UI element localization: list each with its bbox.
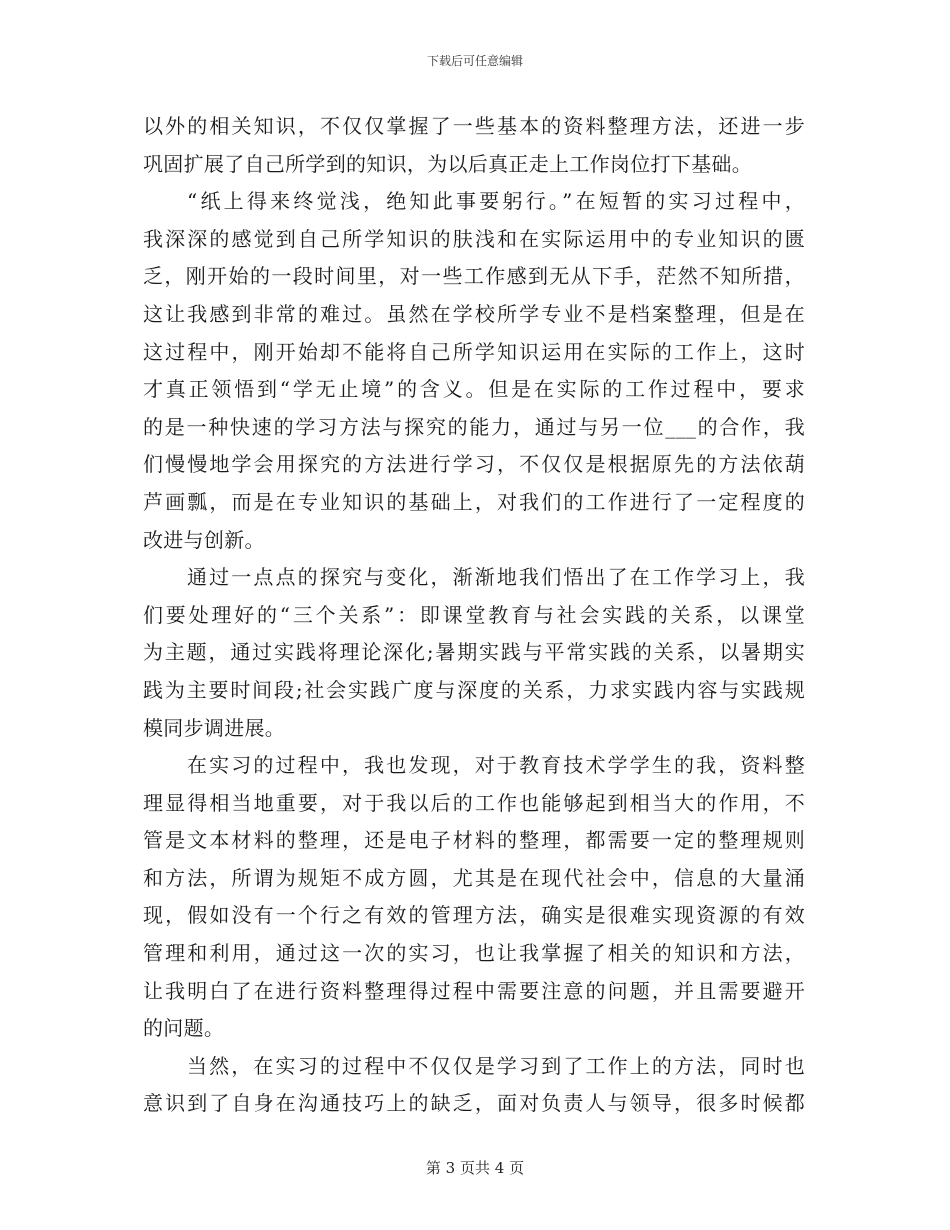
text-line: 在实习的过程中，我也发现，对于教育技术学学生的我，资料整 — [187, 753, 805, 778]
text-line: 们要处理好的“三个关系”：即课堂教育与社会实践的关系，以课堂 — [143, 602, 805, 627]
text-line: 乏，刚开始的一段时间里，对一些工作感到无从下手，茫然不知所措， — [143, 264, 805, 289]
text-line: 管是文本材料的整理，还是电子材料的整理，都需要一定的整理规则 — [143, 828, 805, 853]
text-line: 的是一种快速的学习方法与探究的能力，通过与另一位___的合作，我 — [143, 414, 805, 439]
document-body — [143, 108, 805, 1123]
page-header: 下载后可任意编辑 — [426, 54, 523, 68]
page-footer: 第 3 页共 4 页 — [425, 1159, 525, 1177]
text-line: 以外的相关知识，不仅仅掌握了一些基本的资料整理方法，还进一步 — [143, 114, 805, 138]
text-line: 的问题。 — [143, 1016, 225, 1041]
text-line: 通过一点点的探究与变化，渐渐地我们悟出了在工作学习上，我 — [187, 565, 805, 590]
text-line: 意识到了自身在沟通技巧上的缺乏，面对负责人与领导，很多时候都 — [143, 1091, 805, 1116]
text-line: 才真正领悟到“学无止境”的含义。但是在实际的工作过程中，要求 — [143, 377, 805, 402]
text-line: 管理和利用，通过这一次的实习，也让我掌握了相关的知识和方法， — [143, 941, 805, 966]
text-line: 和方法，所谓为规矩不成方圆，尤其是在现代社会中，信息的大量涌 — [143, 865, 805, 890]
text-line: “纸上得来终觉浅，绝知此事要躬行。”在短暂的实习过程中， — [187, 189, 805, 214]
text-line: 当然，在实习的过程中不仅仅是学习到了工作上的方法，同时也 — [187, 1053, 805, 1078]
text-line: 巩固扩展了自己所学到的知识，为以后真正走上工作岗位打下基础。 — [143, 151, 752, 176]
text-line: 践为主要时间段;社会实践广度与深度的关系，力求实践内容与实践规 — [143, 677, 805, 702]
text-line: 们慢慢地学会用探究的方法进行学习，不仅仅是根据原先的方法依葫 — [143, 452, 805, 477]
text-line: 改进与创新。 — [143, 527, 265, 552]
text-line: 我深深的感觉到自己所学知识的肤浅和在实际运用中的专业知识的匮 — [143, 226, 805, 251]
text-line: 让我明白了在进行资料整理得过程中需要注意的问题，并且需要避开 — [143, 978, 805, 1003]
text-line: 模同步调进展。 — [143, 715, 286, 740]
text-line: 理显得相当地重要，对于我以后的工作也能够起到相当大的作用，不 — [143, 790, 805, 815]
text-line: 为主题，通过实践将理论深化;暑期实践与平常实践的关系，以暑期实 — [143, 640, 805, 665]
text-line: 现，假如没有一个行之有效的管理方法，确实是很难实现资源的有效 — [143, 903, 805, 928]
text-line: 这过程中，刚开始却不能将自己所学知识运用在实际的工作上，这时 — [143, 339, 805, 364]
text-line: 这让我感到非常的难过。虽然在学校所学专业不是档案整理，但是在 — [143, 301, 805, 326]
text-line: 芦画瓢，而是在专业知识的基础上，对我们的工作进行了一定程度的 — [143, 489, 805, 514]
